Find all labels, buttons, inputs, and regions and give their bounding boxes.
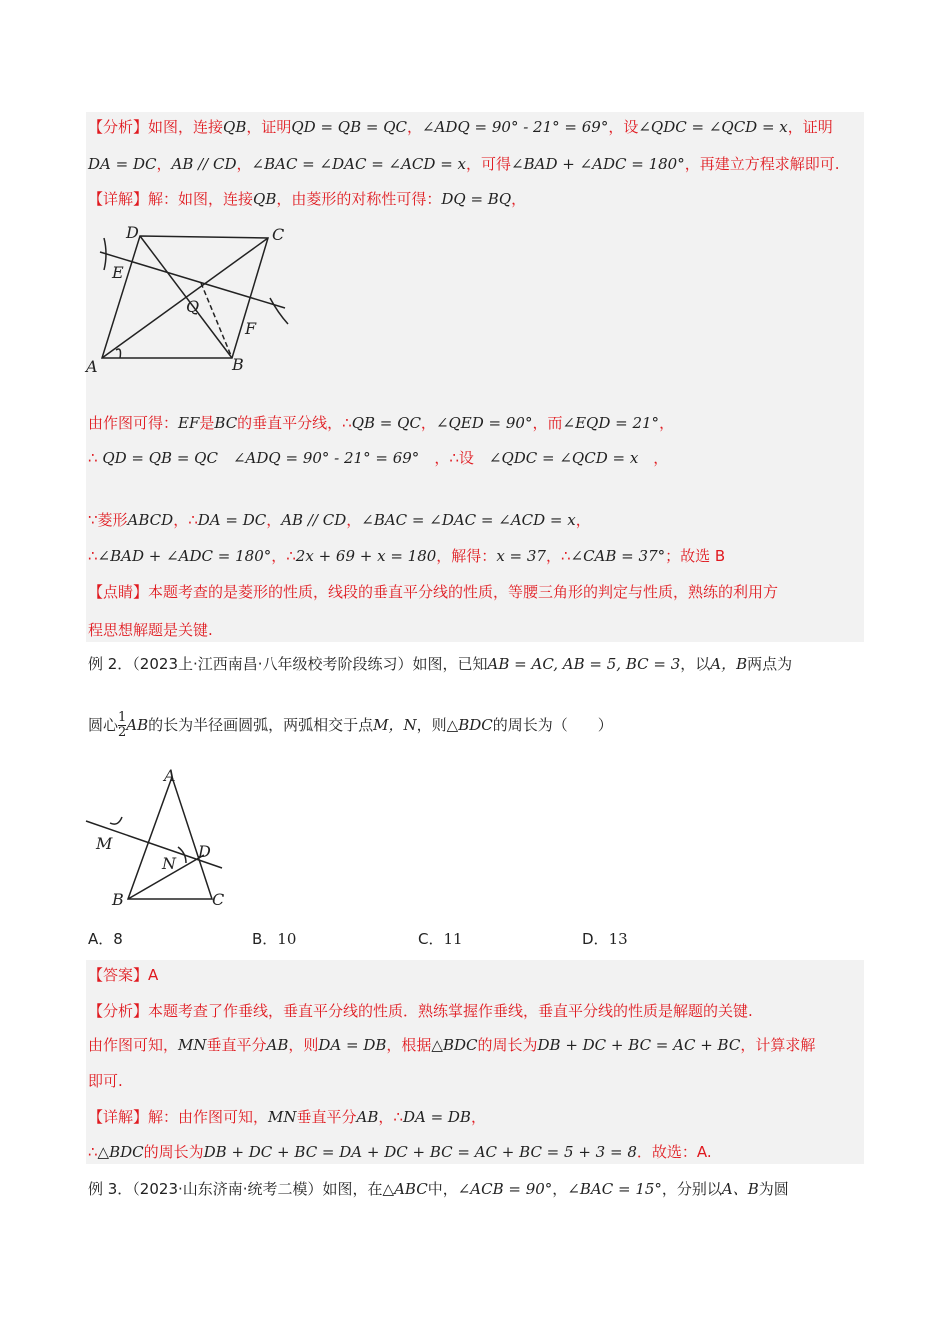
label-A: A: [86, 357, 98, 376]
ex1-step1: 由作图可得：EF是BC的垂直平分线，∴QB = QC，∠QED = 90°，而∠EQD = 21°，: [88, 414, 675, 432]
rhombus-figure: [82, 218, 302, 378]
ex2-question-line1: 例 2．（2023上·江西南昌·八年级校考阶段练习）如图，已知AB = AC, AB = 5, BC = 3，以A，B两点为: [88, 655, 793, 673]
ex1-comment-line1: 【点睛】本题考查的是菱形的性质，线段的垂直平分线的性质，等腰三角形的判定与性质，熟练的利用方: [88, 583, 779, 601]
label-B2: B: [112, 890, 124, 909]
label-C2: C: [212, 890, 225, 909]
option-a[interactable]: A．8: [88, 930, 123, 948]
ex2-question-line2: 圆心 $\frac{1}{2}$ AB的长为半径画圆弧，两弧相交于点M，N，则△BDC的周长为（ ）: [88, 710, 613, 740]
ex2-detail-line2: ∴△BDC的周长为DB + DC + BC = DA + DC + BC = AC + BC = 5 + 3 = 8．故选：A.: [88, 1143, 712, 1161]
ex2-detail-line1: 【详解】解：由作图可知，MN垂直平分AB，∴DA = DB，: [88, 1108, 486, 1126]
ex1-step3: ∵菱形ABCD，∴DA = DC，AB // CD，∠BAC = ∠DAC = ∠ACD = x，: [88, 511, 591, 529]
option-c[interactable]: C．11: [418, 930, 463, 948]
solution-block-ex2: [86, 960, 864, 1164]
label-D: D: [126, 223, 139, 242]
ex1-step2: ∴ QD = QB = QC ∠ADQ = 90° - 21° = 69° ，∴设 ∠QDC = ∠QCD = x ，: [88, 449, 669, 467]
ex1-analysis-line2: DA = DC，AB // CD，∠BAC = ∠DAC = ∠ACD = x，可得∠BAD + ∠ADC = 180°，再建立方程求解即可.: [88, 155, 840, 173]
triangle-figure: [82, 765, 242, 915]
ex2-analysis-line3: 即可.: [88, 1072, 123, 1090]
label-M: M: [96, 834, 113, 853]
ex2-answer: 【答案】A: [88, 966, 159, 984]
ex1-step4: ∴∠BAD + ∠ADC = 180°，∴2x + 69 + x = 180，解得：x = 37，∴∠CAB = 37°；故选 B: [88, 547, 726, 565]
label-Q: Q: [186, 297, 200, 316]
label-A2: A: [164, 766, 176, 785]
label-N: N: [162, 854, 176, 873]
option-b[interactable]: B．10: [252, 930, 297, 948]
ex1-analysis-line1: 【分析】如图，连接QB，证明QD = QB = QC，∠ADQ = 90° - 21° = 69°，设∠QDC = ∠QCD = x，证明: [88, 118, 833, 136]
label-B: B: [232, 355, 244, 374]
label-C: C: [272, 225, 285, 244]
ex3-question-line1: 例 3．（2023·山东济南·统考二模）如图，在△ABC中，∠ACB = 90°，∠BAC = 15°，分别以A、B为圆: [88, 1180, 789, 1198]
ex1-comment-line2: 程思想解题是关键.: [88, 621, 213, 639]
fraction-half: $\frac{1}{2}$: [118, 710, 127, 740]
label-D2: D: [198, 842, 211, 861]
label-E: E: [112, 263, 124, 282]
label-F: F: [245, 319, 257, 338]
ex2-analysis-line2: 由作图可知，MN垂直平分AB，则DA = DB，根据△BDC的周长为DB + DC + BC = AC + BC，计算求解: [88, 1036, 816, 1054]
ex2-analysis-line1: 【分析】本题考查了作垂线，垂直平分线的性质．熟练掌握作垂线，垂直平分线的性质是解题的关键.: [88, 1002, 753, 1020]
option-d[interactable]: D．13: [582, 930, 628, 948]
ex1-detail-line1: 【详解】解：如图，连接QB，由菱形的对称性可得：DQ = BQ，: [88, 190, 527, 208]
